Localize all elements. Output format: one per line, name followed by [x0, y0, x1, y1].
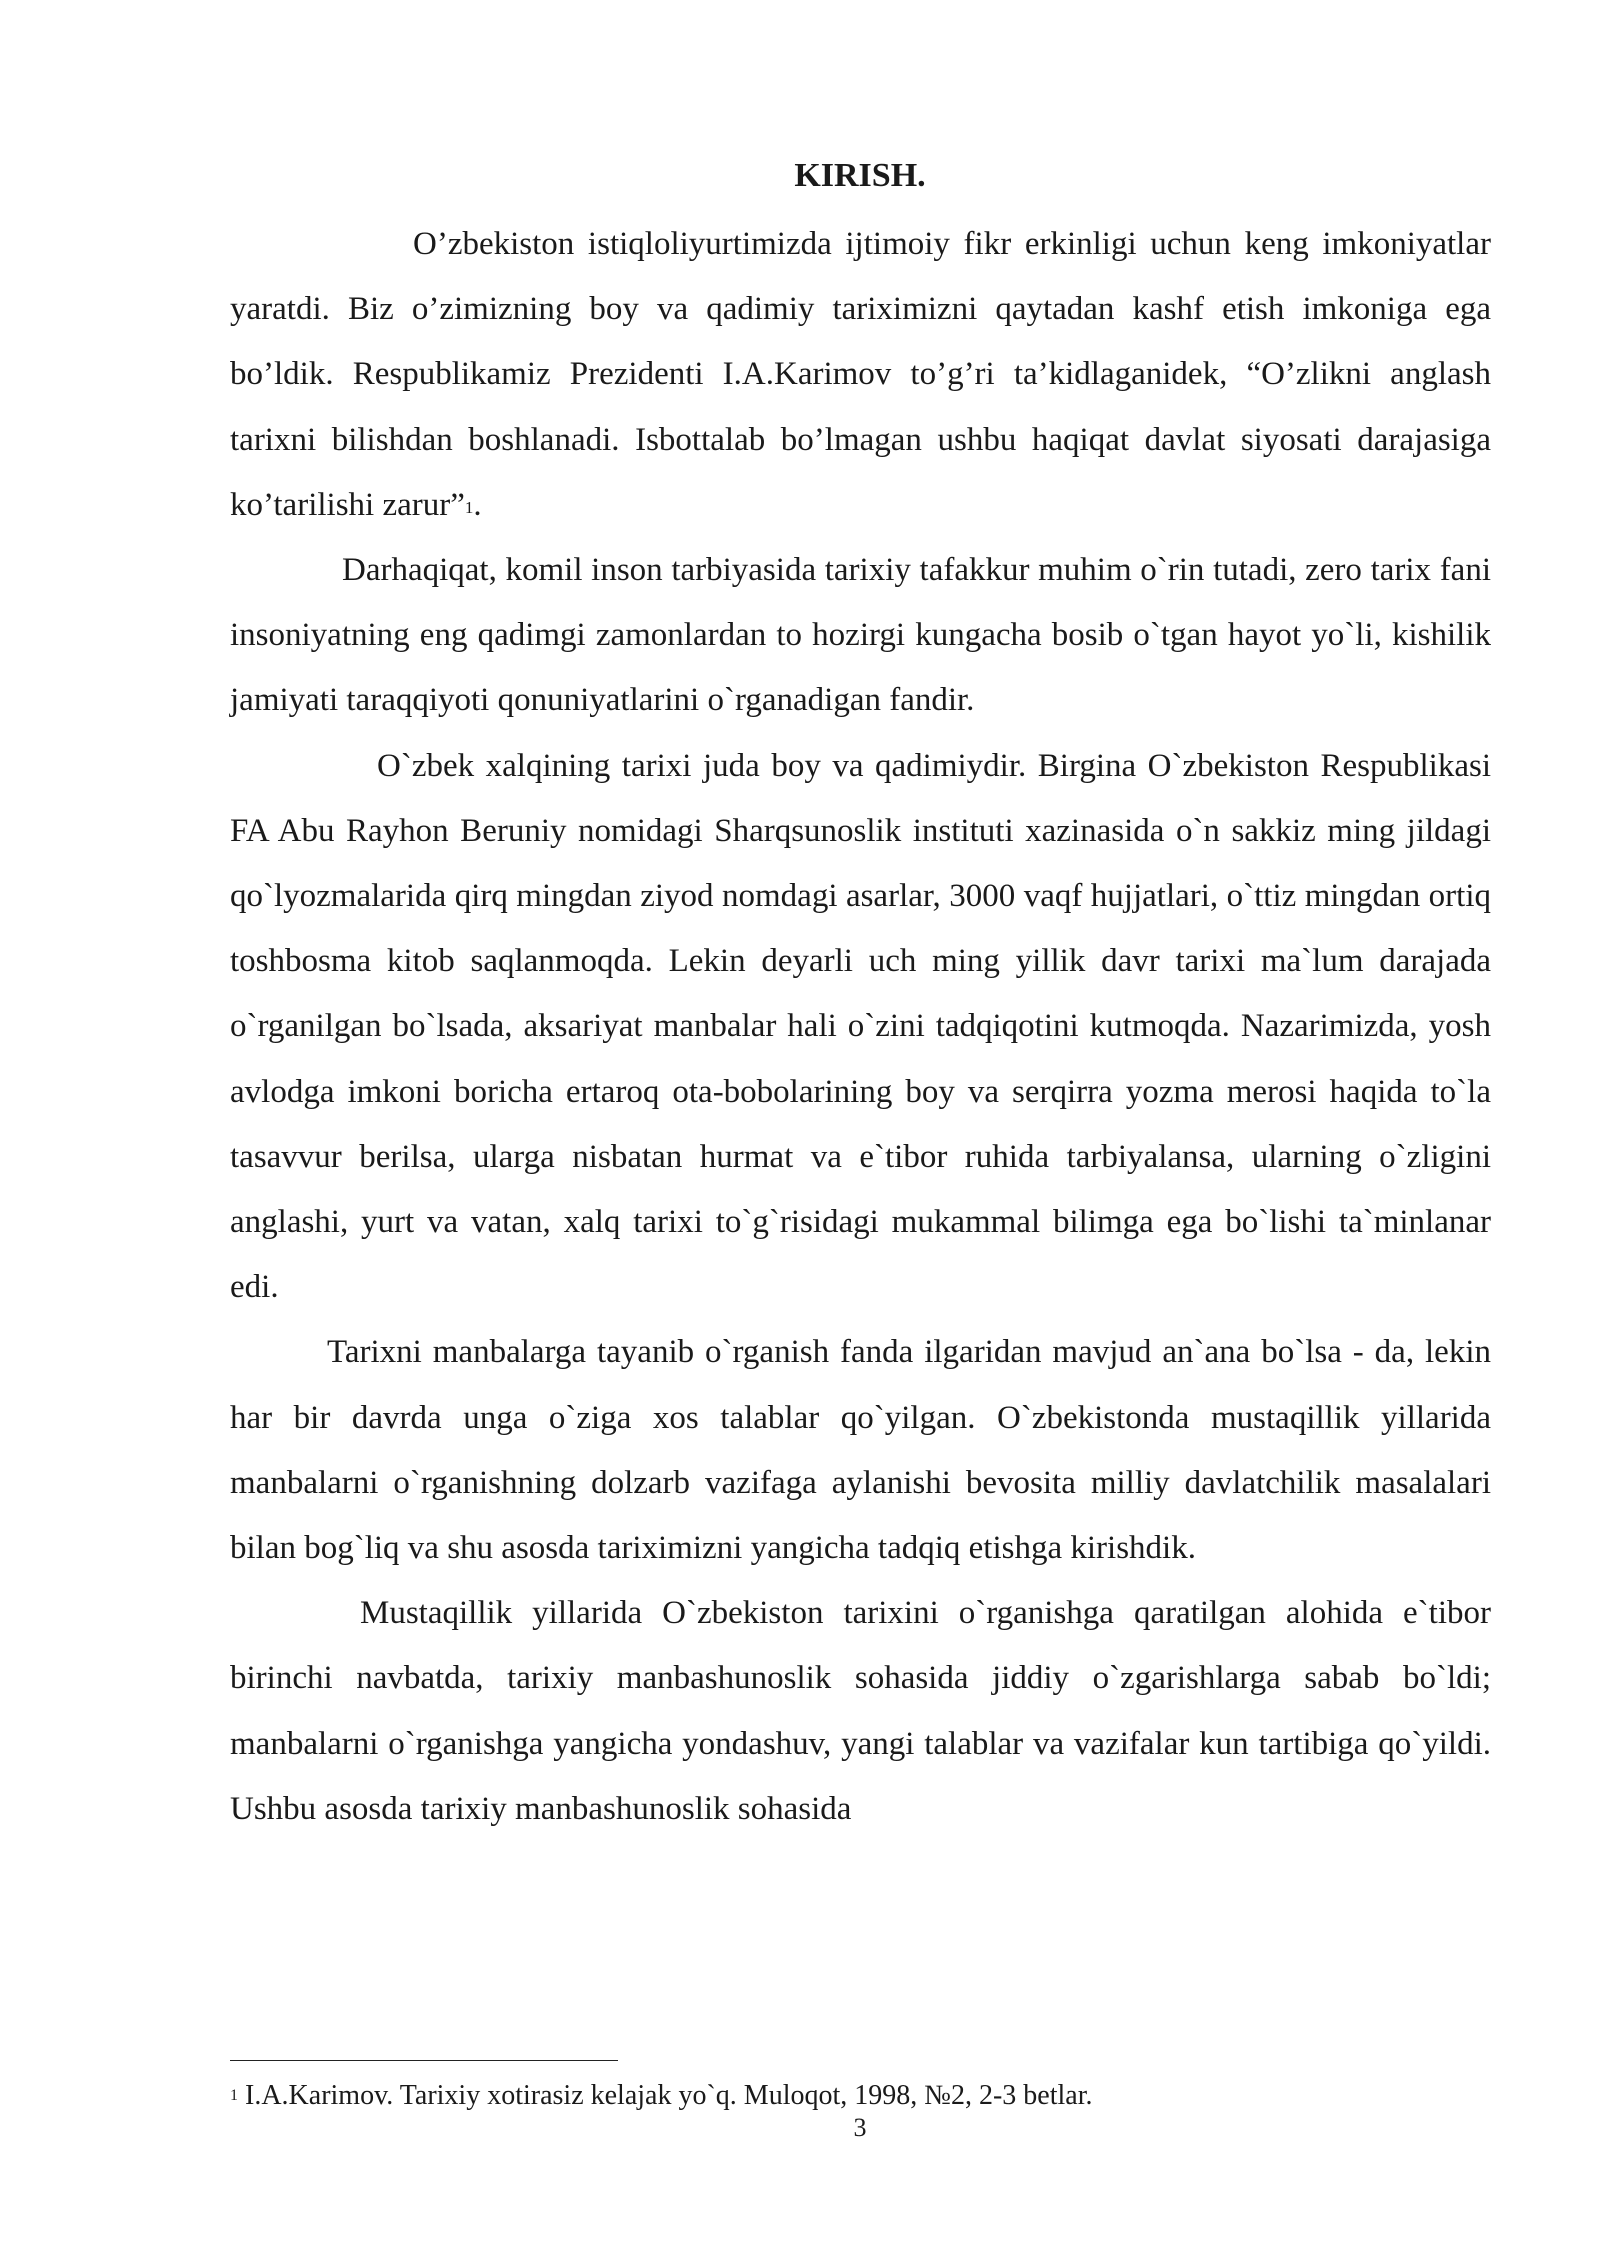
footnote-separator — [230, 2060, 618, 2061]
footnote-marker: 1 — [230, 2087, 238, 2104]
paragraph-5: Mustaqillik yillarida O`zbekiston tarixini o`rganishga qaratilgan alohida e`tibor birinchi navbatda, tarixiy manbashunoslik sohasida jiddiy o`zgarishlarga sabab bo`ldi; manbalarni o`rganishga yangicha yondashuv, yangi talablar va vazifalar kun tartibiga qo`yildi. Ushbu asosda tarixiy manbashunoslik sohasida — [230, 1595, 1491, 1827]
paragraph-3: O`zbek xalqining tarixi juda boy va qadimiydir. Birgina O`zbekiston Respublikasi FA Abu Rayhon Beruniy nomidagi Sharqsunoslik instituti xazinasida o`n sakkiz ming jildagi qo`lyozmalarida qirq mingdan ziyod nomdagi asarlar, 3000 vaqf hujjatlari, o`ttiz mingdan ortiq toshbosma kitob saqlanmoqda. Lekin deyarli uch ming yillik davr tarixi ma`lum darajada o`rganilgan bo`lsada, aksariyat manbalar hali o`zini tadqiqotini kutmoqda. Nazarimizda, yosh avlodga imkoni boricha ertaroq ota-bobolarining boy va serqirra yozma merosi haqida to`la tasavvur berilsa, ularga nisbatan hurmat va e`tibor ruhida tarbiyalansa, ularning o`zligini anglashi, yurt va vatan, xalq tarixi to`g`risidagi mukammal bilimga ega bo`lishi ta`minlanar edi. — [230, 747, 1491, 1306]
paragraph-1-tail: . — [473, 486, 482, 523]
page-title: KIRISH. — [794, 157, 926, 194]
footnote-reference[interactable]: 1 — [464, 497, 474, 517]
paragraph-4: Tarixni manbalarga tayanib o`rganish fanda ilgaridan mavjud an`ana bo`lsa - da, lekin har bir davrda unga o`ziga xos talablar qo`yilgan. O`zbekistonda mustaqillik yillarida manbalarni o`rganishning dolzarb vazifaga aylanishi bevosita milliy davlatchilik masalalari bilan bog`liq va shu asosda tariximizni yangicha tadqiq etishga kirishdik. — [230, 1334, 1491, 1567]
paragraph-1 — [230, 212, 1491, 538]
body-text — [230, 212, 1491, 1842]
footnote-text: I.A.Karimov. Tarixiy xotirasiz kelajak yo`q. Muloqot, 1998, №2, 2-3 betlar. — [245, 2080, 1093, 2111]
paragraph-1-text: O’zbekiston istiqloliyurtimizda ijtimoiy fikr erkinligi uchun keng imkoniyatlar yaratdi. Biz o’zimizning boy va qadimiy tariximizni qaytadan kashf etish imkoniga ega bo’ldik. Respublikamiz Prezidenti I.A.Karimov to’g’ri ta’kidlaganidek, “O’zlikni anglash tarixni bilishdan boshlanadi. Isbottalab bo’lmagan ushbu haqiqat davlat siyosati darajasiga ko’tarilishi zarur” — [230, 226, 1491, 523]
page-number: 3 — [853, 2113, 867, 2142]
footnote — [230, 2078, 1491, 2114]
paragraph-2: Darhaqiqat, komil inson tarbiyasida tarixiy tafakkur muhim o`rin tutadi, zero tarix fani insoniyatning eng qadimgi zamonlardan to hozirgi kungacha bosib o`tgan hayot yo`li, kishilik jamiyati taraqqiyoti qonuniyatlarini o`rganadigan fandir. — [230, 552, 1491, 719]
